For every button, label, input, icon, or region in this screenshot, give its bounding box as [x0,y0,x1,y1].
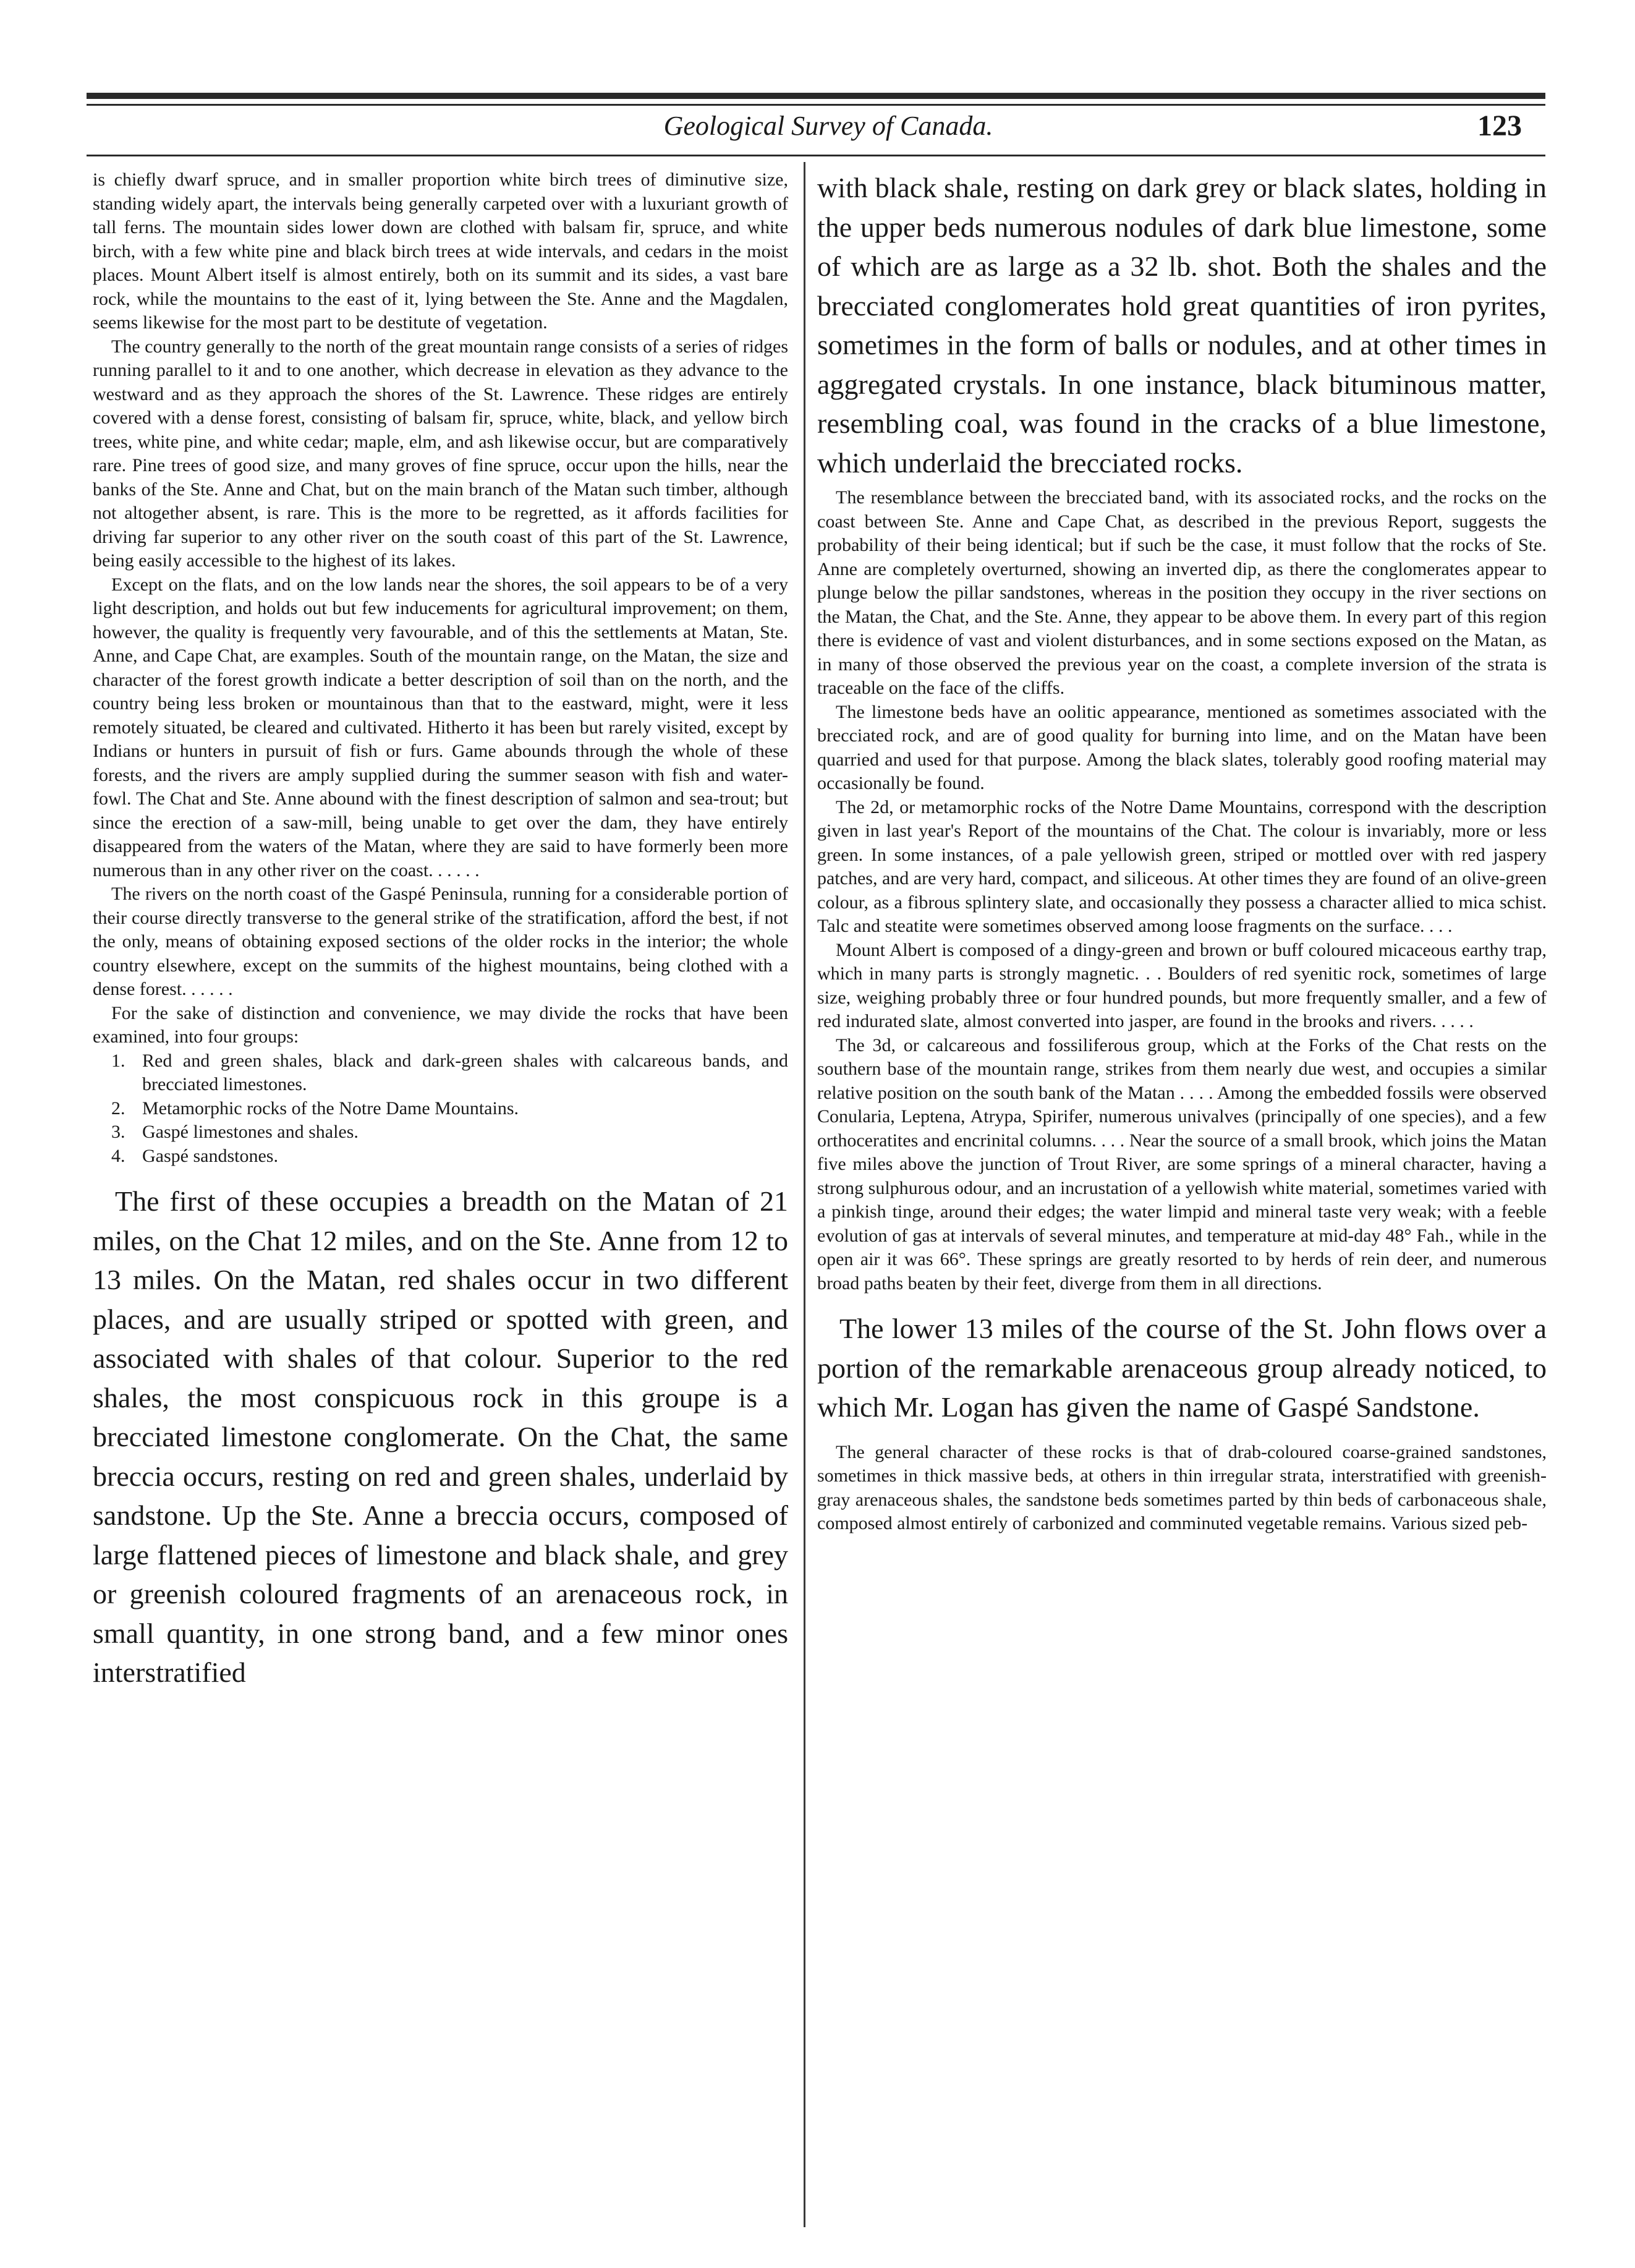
group-list [93,1049,788,1169]
list-item [111,1120,788,1145]
paragraph: The limestone beds have an oolitic appearance, mentioned as sometimes associated with the brecciated rock, and are of good quality for burning into lime, and on the Matan have been quarried and used for that purpose. Among the black slates, tolerably good roofing material may occasionally be found. [817,701,1547,793]
list-text: Gaspé limestones and shales. [142,1122,359,1142]
paragraph: The 3d, or calcareous and fossiliferous group, which at the Forks of the Chat rests on the southern base of the mountain range, strikes from them nearly due west, and occupies a similar relative position on the south bank of the Matan . . . . Among the embedded fossils were observed Conularia, Leptena, Atrypa, Spirifer, numerous univalves (principally of one species), and a few orthoceratites and encrinital columns. . . . Near the source of a small brook, which joins the Matan five miles above the junction of Trout River, are some springs of a mineral character, having a strong sulphurous odour, and an incrustation of a yellowish white material, sometimes varied with a pinkish tinge, around their edges; the water limpid and mineral taste very weak; with a feeble evolution of gas at intervals of several minutes, and temperature at mid-day 48° Fah., while in the open air it was 66°. These springs are greatly resorted to by herds of rein deer, and numerous broad paths beaten by their feet, diverge from them in all directions. [817,1034,1547,1294]
running-title: Geological Survey of Canada. [663,111,993,141]
header-rule-thick [87,93,1545,99]
list-text: Gaspé sandstones. [142,1145,278,1166]
list-number: 3. [111,1122,125,1142]
list-text: Red and green shales, black and dark-green shales with calcareous bands, and brecciated limestones. [142,1050,788,1094]
column-divider [804,162,805,2227]
list-item [111,1097,788,1121]
list-text: Metamorphic rocks of the Notre Dame Mountains. [142,1098,519,1119]
list-number: 1. [111,1050,125,1071]
paragraph-large: The first of these occupies a breadth on the Matan of 21 miles, on the Chat 12 miles, and on the Ste. Anne from 12 to 13 miles. On the Matan, red shales occur in two different places, and are usually striped or spotted with green, and associated with shales of that colour. Superior to the red shales, the most conspicuous rock in this groupe is a brecciated limestone conglomerate. On the Chat, the same breccia occurs, resting on red and green shales, underlaid by sandstone. Up the Ste. Anne a breccia occurs, composed of large flattened pieces of limestone and black shale, and grey or greenish coloured fragments of an arenaceous rock, in small quantity, in one strong band, and a few minor ones interstratified [93,1185,788,1688]
paragraph: The rivers on the north coast of the Gaspé Peninsula, running for a considerable portion of their course directly transverse to the general strike of the stratification, afford the best, if not the only, means of obtaining exposed sections of the older rocks in the interior; the whole country elsewhere, except on the summits of the highest mountains, being clothed with a dense forest. . . . . . [93,884,788,999]
paragraph: is chiefly dwarf spruce, and in smaller proportion white birch trees of diminutive size, standing widely apart, the intervals being generally carpeted over with a luxuriant growth of tall ferns. The mountain sides lower down are clothed with balsam fir, spruce, and white birch, with a few white pine and black birch trees at wide intervals, and cedars in the moist places. Mount Albert itself is almost entirely, both on its summit and its sides, a vast bare rock, while the mountains to the east of it, lying between the Ste. Anne and the Magdalen, seems likewise for the most part to be destitute of vegetation. [93,169,788,333]
paragraph: Mount Albert is composed of a dingy-green and brown or buff coloured micaceous earthy trap, which in many parts is strongly magnetic. . . Boulders of red syenitic rock, sometimes of large size, weighing probably three or four hundred pounds, but more frequently smaller, and a few of red indurated slate, almost converted into jasper, are found in the brooks and rivers. . . . . [817,939,1547,1031]
list-number: 4. [111,1145,125,1166]
paragraph: For the sake of distinction and convenience, we may divide the rocks that have been examined, into four groups: [93,1002,788,1047]
header-rule-thin [87,104,1545,106]
paragraph-large: The lower 13 miles of the course of the St. John flows over a portion of the remarkable arenaceous group already noticed, to which Mr. Logan has given the name of Gaspé Sandstone. [817,1313,1547,1423]
list-item [111,1145,788,1169]
paragraph: The 2d, or metamorphic rocks of the Notre Dame Mountains, correspond with the description given in last year's Report of the mountains of the Chat. The colour is invariably, more or less green. In some instances, of a pale yellowish green, striped or mottled over with red jaspery patches, and are very hard, compact, and siliceous. At other times they are found of an olive-green colour, as a fibrous splintery slate, and occasionally they possess a character allied to mica schist. Talc and steatite were sometimes observed among loose fragments on the surface. . . . [817,796,1547,936]
page-number: 123 [1477,109,1522,142]
paragraph: The general character of these rocks is that of drab-coloured coarse-grained sandstones, sometimes in thick massive beds, at others in thin irregular strata, interstratified with greenish-gray arenaceous shales, the sandstone beds sometimes parted by thin beds of carbonaceous shale, composed almost entirely of carbonized and comminuted vegetable remains. Various sized peb- [817,1441,1547,1533]
paragraph: The resemblance between the brecciated band, with its associated rocks, and the rocks on the coast between Ste. Anne and Cape Chat, as described in the previous Report, suggests the probability of their being identical; but if such be the case, it must follow that the rocks of Ste. Anne are completely overturned, showing an inverted dip, as there the conglomerates appear to plunge below the pillar sandstones, whereas in the position they occupy in the river sections on the Matan, the Chat, and the Ste. Anne, they appear to be above them. In every part of this region there is evidence of vast and violent disturbances, and in some sections exposed on the Matan, as in many of those observed the previous year on the coast, a complete inversion of the strata is traceable on the face of the cliffs. [817,487,1547,698]
left-column [93,168,788,1692]
list-item [111,1049,788,1097]
list-number: 2. [111,1098,125,1119]
header-rule-bottom [87,155,1545,156]
paragraph: The country generally to the north of the great mountain range consists of a series of ridges running parallel to it and to one another, which decrease in elevation as they advance to the westward and as they approach the shores of the St. Lawrence. These ridges are entirely covered with a dense forest, consisting of balsam fir, spruce, white, black, and yellow birch trees, white pine, and white cedar; maple, elm, and ash likewise occur, but are comparatively rare. Pine trees of good size, and many groves of fine spruce, occur upon the hills, near the banks of the Ste. Anne and Chat, but on the main branch of the Matan such timber, although not altogether absent, is rare. This is the more to be regretted, as it affords facilities for driving far superior to any other river on the south coast of this part of the St. Lawrence, being easily accessible to the highest of its lakes. [93,336,788,571]
paragraph-large: with black shale, resting on dark grey or black slates, holding in the upper beds numerous nodules of dark blue limestone, some of which are as large as a 32 lb. shot. Both the shales and the brecciated conglomerates hold great quantities of iron pyrites, sometimes in the form of balls or nodules, and at other times in aggregated crystals. In one instance, black bituminous matter, resembling coal, was found in the cracks of a blue limestone, which underlaid the brecciated rocks. [817,172,1547,479]
paragraph: Except on the flats, and on the low lands near the shores, the soil appears to be of a very light description, and holds out but few inducements for agricultural improvement; on them, however, the quality is frequently very favourable, and of this the settlements at Matan, Ste. Anne, and Cape Chat, are examples. South of the mountain range, on the Matan, the size and character of the forest growth indicate a better description of soil than on the north, and the country being less broken or mountainous than that to the eastward, might, were it less remotely situated, be cleared and cultivated. Hitherto it has been but rarely visited, except by Indians or hunters in pursuit of fish or furs. Game abounds through the whole of these forests, and the rivers are amply supplied during the summer season with fish and water-fowl. The Chat and Ste. Anne abound with the finest description of salmon and sea-trout; but since the erection of a saw-mill, being unable to get over the dam, they have entirely disappeared from the waters of the Matan, where they are said to have formerly been more numerous than in any other river on the coast. . . . . . [93,574,788,880]
right-column [817,168,1547,1536]
